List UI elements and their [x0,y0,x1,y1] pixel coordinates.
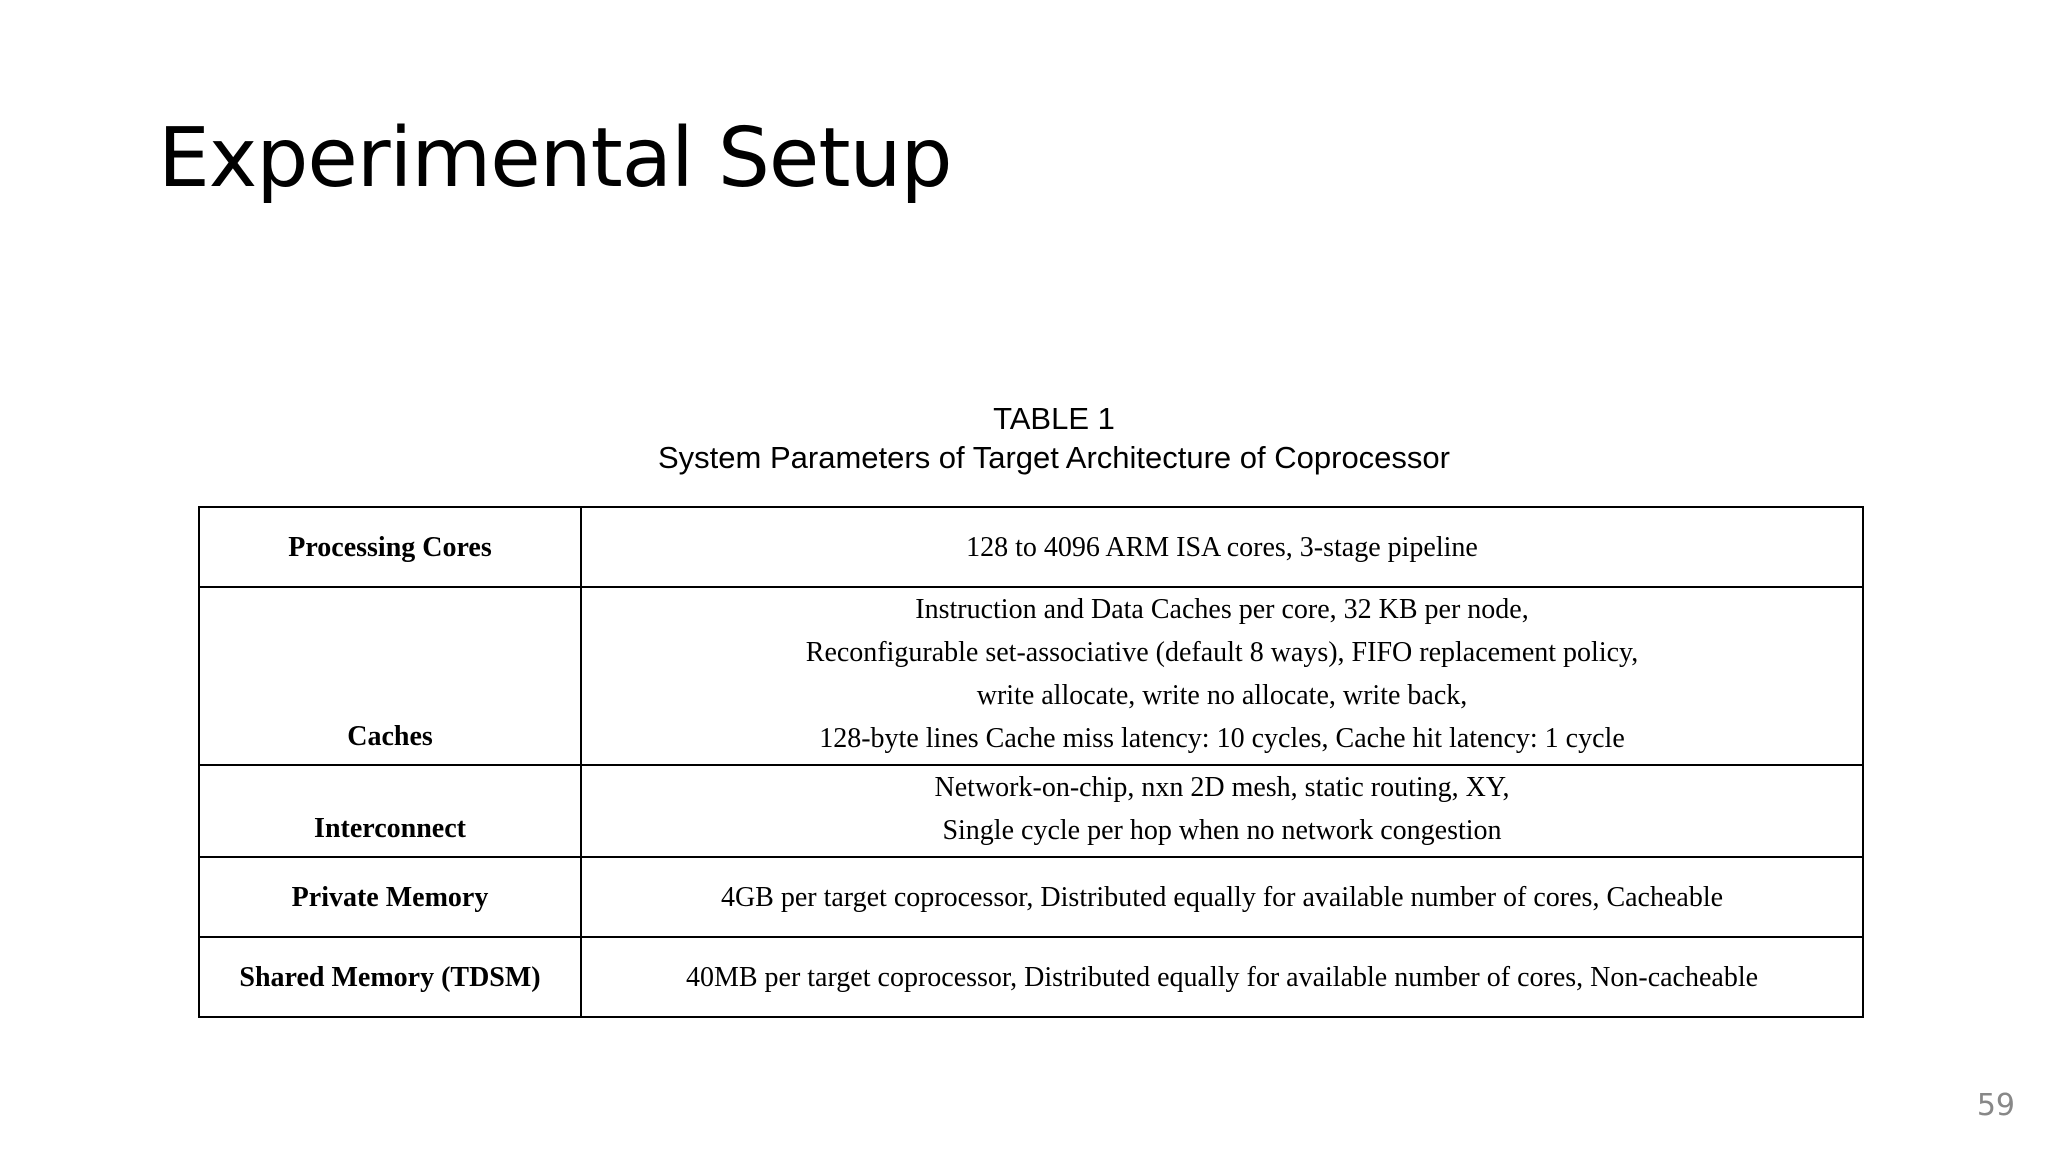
table-row [199,765,1863,857]
param-value-cell [581,507,1863,587]
param-value-cell [581,937,1863,1017]
param-value-cell [581,857,1863,937]
param-value-cell [581,587,1863,765]
param-value-line: Reconfigurable set-associative (default 8 ways), FIFO replacement policy, [805,637,1639,668]
param-value-line: Single cycle per hop when no network congestion [942,815,1502,846]
table-row [199,937,1863,1017]
table-caption: System Parameters of Target Architecture of Coprocessor [658,440,1450,475]
param-value-line: 128 to 4096 ARM ISA cores, 3-stage pipeline [966,531,1478,563]
param-value-line: write allocate, write no allocate, write back, [976,680,1468,711]
param-name-cell: Processing Cores [199,507,581,587]
param-value-cell [581,765,1863,857]
param-name-cell: Shared Memory (TDSM) [199,937,581,1017]
table-row [199,507,1863,587]
param-value-line: 40MB per target coprocessor, Distributed equally for available number of cores, Non-cacheable [685,961,1759,993]
table-label: TABLE 1 [993,401,1115,436]
table-row [199,857,1863,937]
param-name-cell: Interconnect [199,765,581,857]
param-value-line: 4GB per target coprocessor, Distributed equally for available number of cores, Cacheable [720,881,1724,913]
param-name-cell: Private Memory [199,857,581,937]
system-parameters-table [198,506,1864,1018]
page-number: 59 [1976,1088,2015,1123]
param-value-line: Network-on-chip, nxn 2D mesh, static routing, XY, [934,772,1510,803]
param-value-line: 128-byte lines Cache miss latency: 10 cycles, Cache hit latency: 1 cycle [819,723,1625,754]
param-value-line: Instruction and Data Caches per core, 32 KB per node, [915,594,1529,625]
param-name-cell: Caches [199,587,581,765]
table-row [199,587,1863,765]
slide-title: Experimental Setup [158,111,952,206]
